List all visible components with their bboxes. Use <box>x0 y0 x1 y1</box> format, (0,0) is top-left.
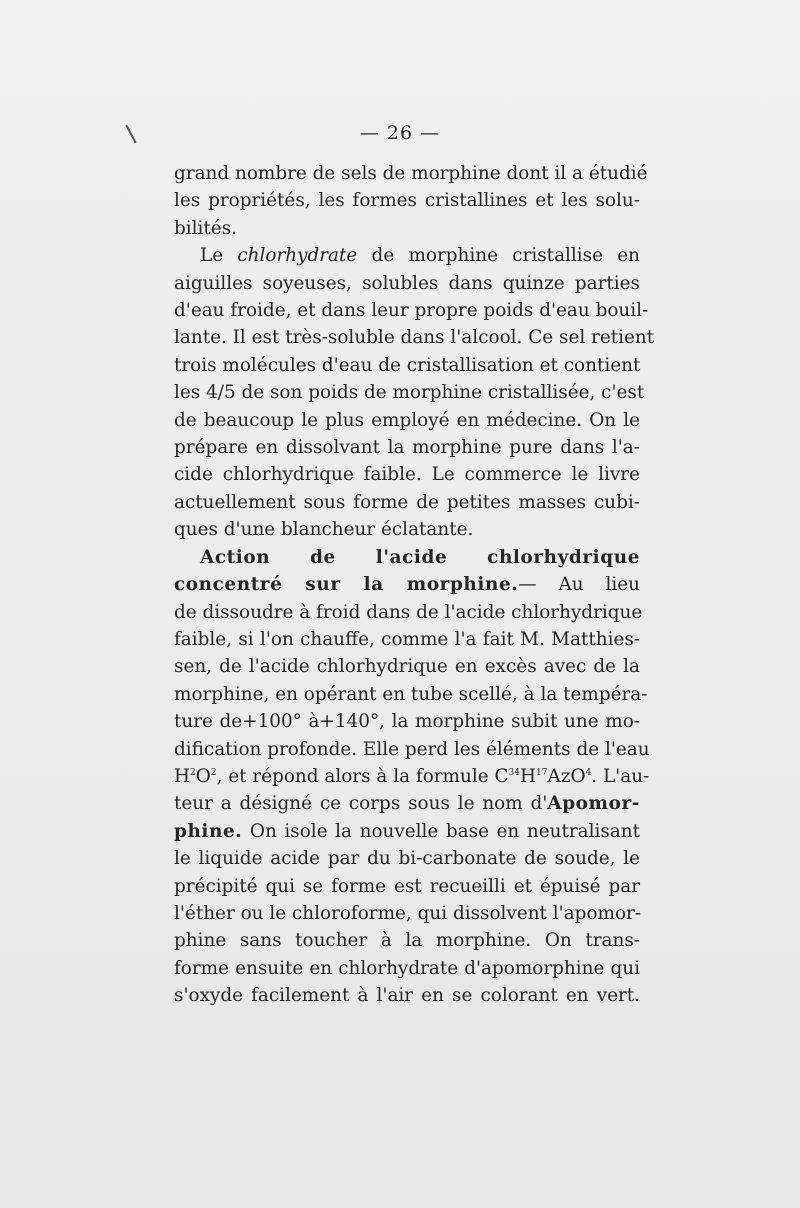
text-line: grand nombre de sels de morphine dont il a étudié <box>174 163 648 184</box>
text-line: le liquide acide par du bi-carbonate de soude, le <box>174 848 640 870</box>
text-line: ques d'une blancheur éclatante. <box>174 519 474 541</box>
text-line: sen, de l'acide chlorhydrique en excès avec de la <box>174 656 640 678</box>
text-line: d'eau froide, et dans leur propre poids d'eau bouil- <box>174 300 649 322</box>
term-apomorphine: Apomor- <box>547 793 640 815</box>
text-line: l'éther ou le chloroforme, qui dissolvent l'apomor- <box>174 902 642 924</box>
text-line: aiguilles soyeuses, solubles dans quinze parties <box>174 272 640 294</box>
section-heading-cont: concentré sur la morphine. <box>174 574 519 596</box>
text-line: dification profonde. Elle perd les éléments de l'eau <box>174 738 650 760</box>
text-line: trois molécules d'eau de cristallisation et contient <box>174 354 641 376</box>
text-line: bilités. <box>174 217 237 239</box>
formula-line: $H^2O^2$, et répond alors à la formule $C^{34}H^{17}AzO^4$. L'au- <box>174 765 650 787</box>
italic-term: chlorhydrate <box>237 245 358 267</box>
text-line: teur a désigné ce corps sous le nom d'Apomor- <box>174 793 640 815</box>
text-line: lante. Il est très-soluble dans l'alcool. Ce sel retient <box>174 327 655 349</box>
text-line: ture de+100° à+140°, la morphine subit une mo- <box>174 711 640 733</box>
text-line: de dissoudre à froid dans de l'acide chlorhydrique <box>174 601 643 623</box>
text-line: de beaucoup le plus employé en médecine. On le <box>174 409 640 431</box>
text-line: actuellement sous forme de petites masses cubi- <box>174 491 640 513</box>
text-line: les 4/5 de son poids de morphine cristallisée, c'est <box>174 382 645 404</box>
text-line: faible, si l'on chauffe, comme l'a fait M. Matthies- <box>174 628 640 650</box>
text-line: concentré sur la morphine.— Au lieu <box>174 574 640 596</box>
body-text <box>174 160 655 1010</box>
section-heading: Action de l'acide chlorhydrique <box>200 546 640 568</box>
text-line: phine. On isole la nouvelle base en neutralisant <box>174 820 640 842</box>
text-line: morphine, en opérant en tube scellé, à la tempéra- <box>174 683 648 705</box>
text-line: précipité qui se forme est recueilli et épuisé par <box>174 875 640 897</box>
text-line: les propriétés, les formes cristallines et les solu- <box>174 190 640 212</box>
text-line: s'oxyde facilement à l'air en se colorant en vert. <box>174 985 640 1007</box>
text-line: cide chlorhydrique faible. Le commerce le livre <box>174 464 640 486</box>
text-line: Le chlorhydrate de morphine cristallise en <box>200 245 640 267</box>
text-line: phine sans toucher à la morphine. On trans- <box>174 930 640 952</box>
page-number: — 26 — <box>359 122 441 144</box>
text-line: prépare en dissolvant la morphine pure dans l'a- <box>174 437 640 459</box>
text-line: forme ensuite en chlorhydrate d'apomorphine qui <box>174 957 640 979</box>
